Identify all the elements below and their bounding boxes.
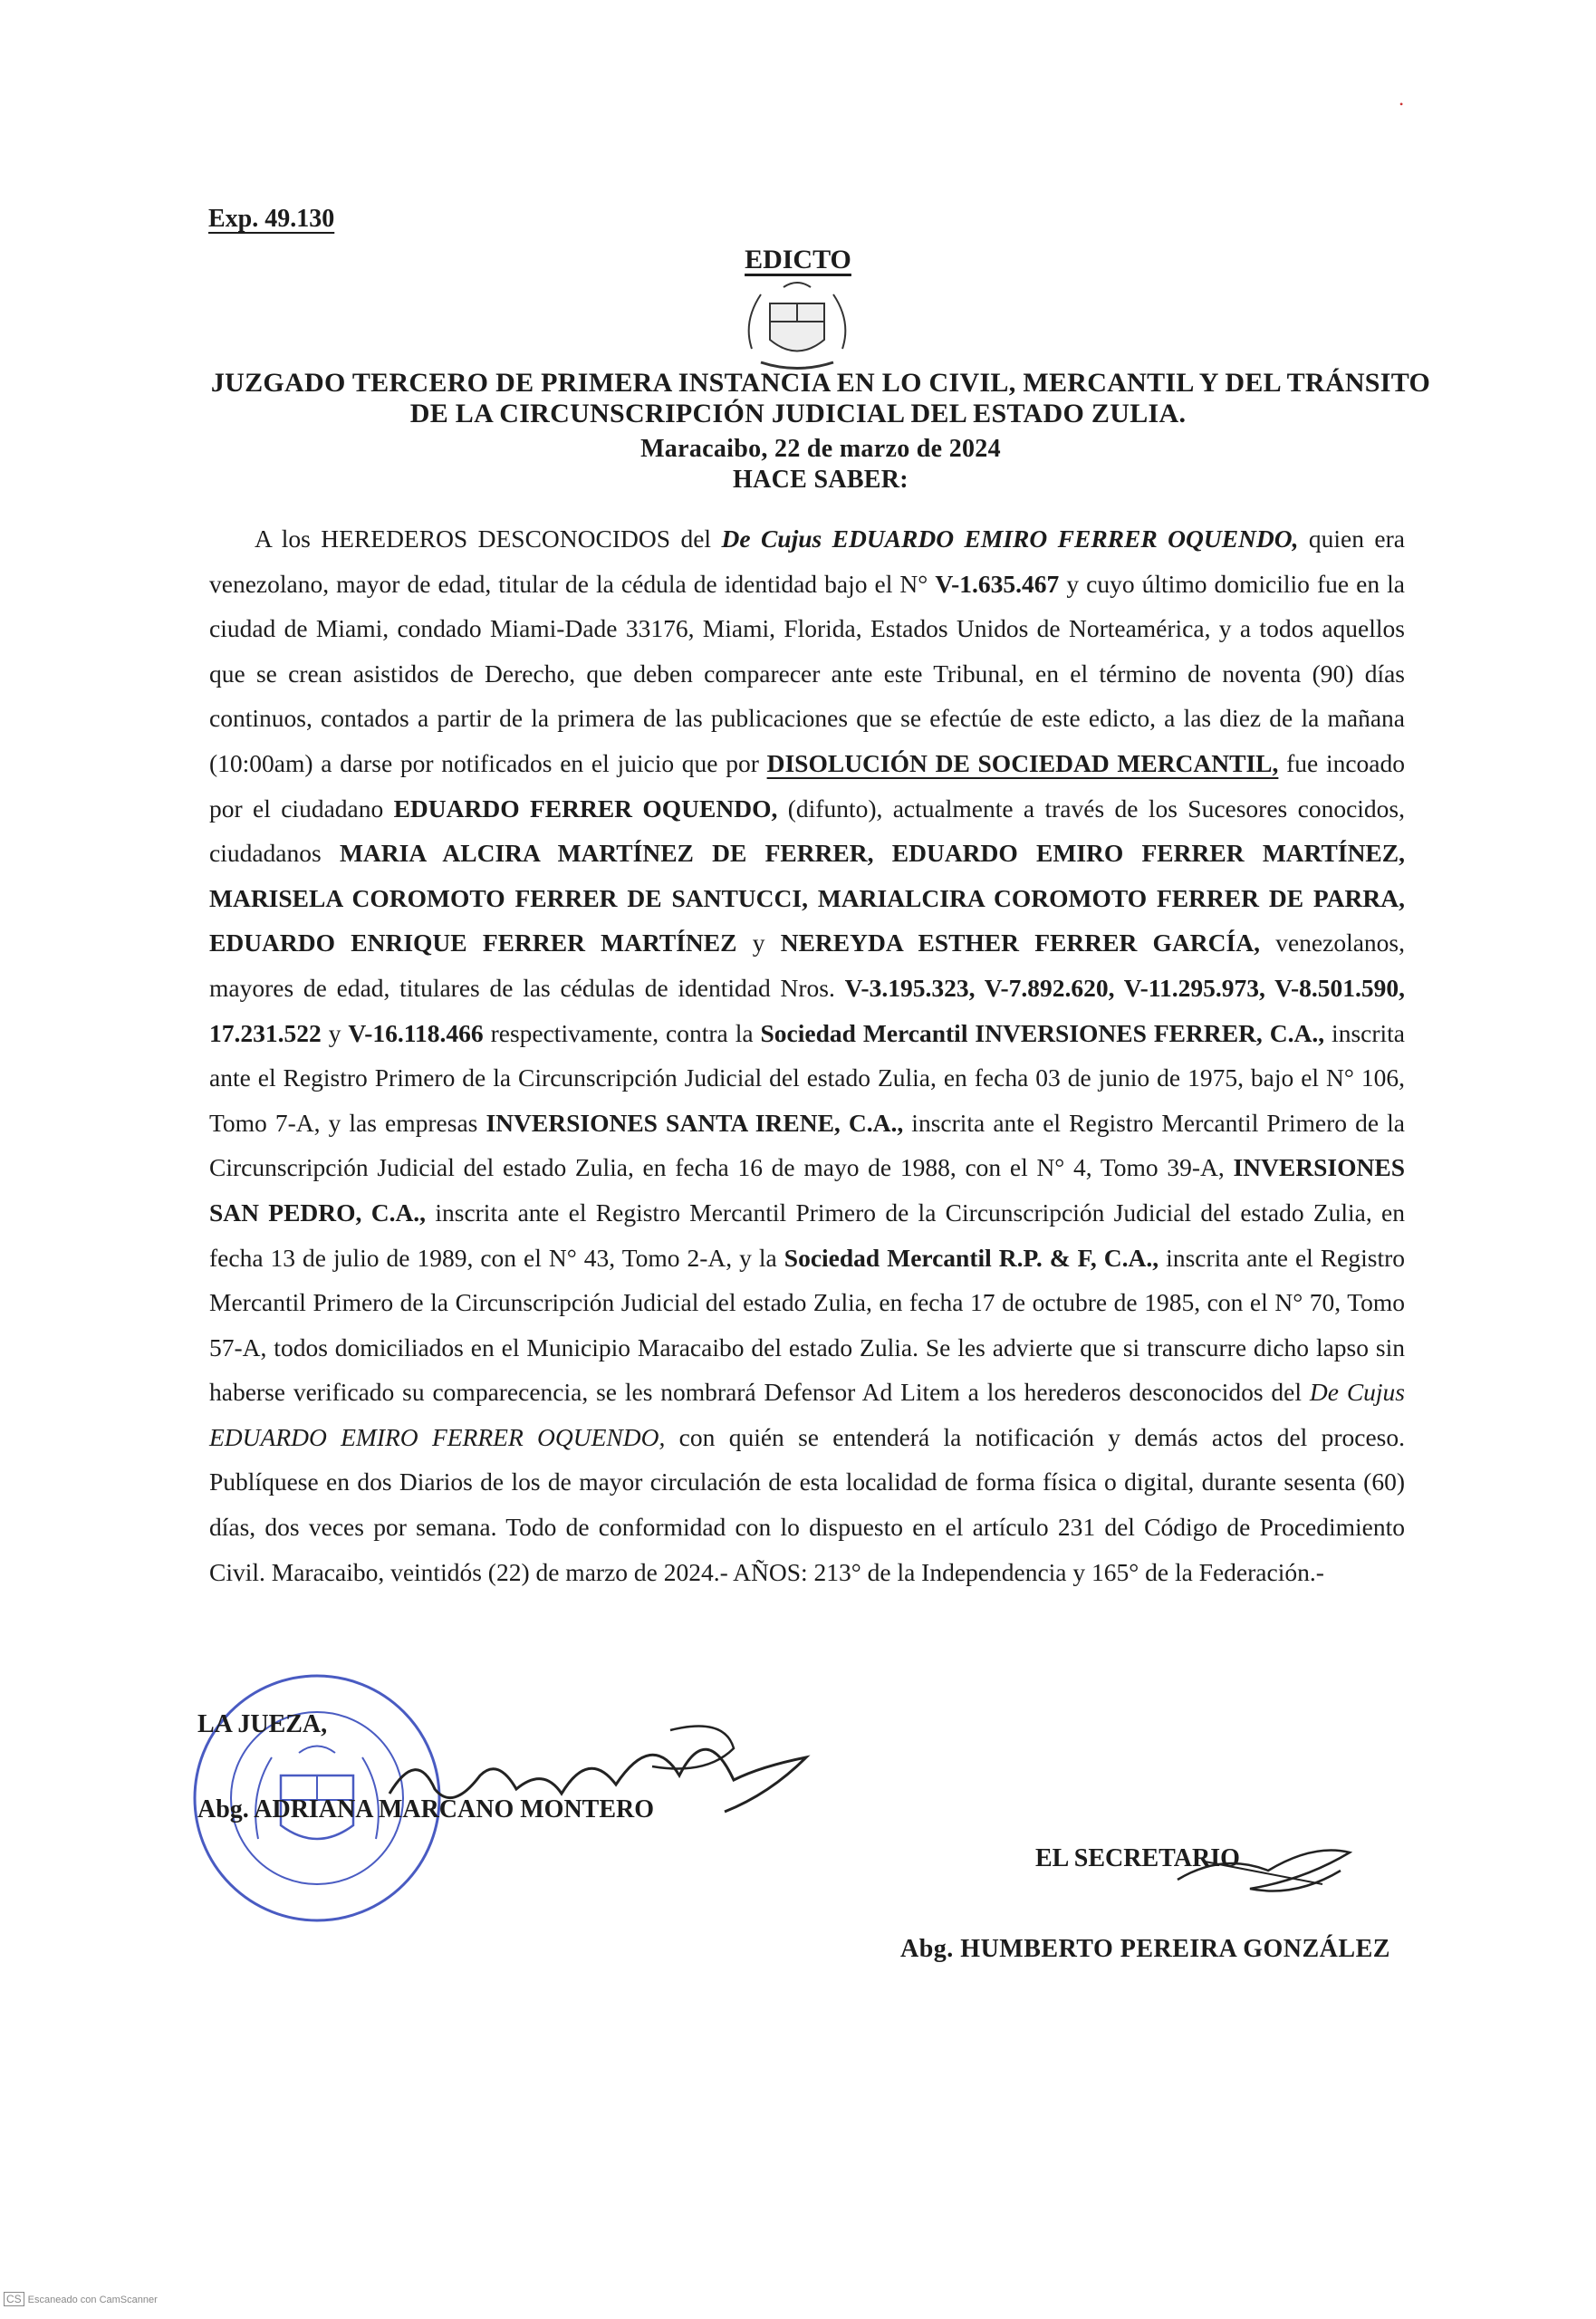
company-name: INVERSIONES SAN PEDRO, C.A., [209,1153,1405,1227]
body-text: venezolanos, mayores de edad, titulares de las cédulas de identidad Nros. [209,929,1406,1002]
camscanner-icon: CS [4,2292,24,2306]
body-text: con quién se entenderá la notificación y demás actos del proceso. Publíquese en dos Diarios de los de mayor circulación de esta localidad de forma física o digital, durante sesenta (60) días, dos veces por semana. Todo de conformidad con lo dispuesto en el artículo 231 del Código de Procedimiento Civil. Maracaibo, veintidós (22) de marzo de 2024.- AÑOS: 213° de la Independencia y 165° de la Federación.- [209,1422,1405,1586]
judge-name: Abg. ADRIANA MARCANO MONTERO [197,1795,655,1823]
scanner-text: Escaneado con CamScanner [27,2295,158,2305]
body-text: y [736,929,781,957]
body-text: inscrita ante el Registro Mercantil Primero de la Circunscripción Judicial del estado Zulia, en fecha 13 de julio de 1989, con el N° 43, Tomo 2-A, y la [209,1198,1406,1272]
body-text: inscrita ante el Registro Mercantil Primero de la Circunscripción Judicial del estado Zulia, en fecha 17 de octubre de 1985, con el N° 70, Tomo 57-A, todos domiciliados en el Municipio Maracaibo del estado Zulia. Se les advierte que si transcurre dicho lapso sin haberse verificado su comparecencia, se les nombrará Defensor Ad Litem a los herederos desconocidos del [209,1243,1406,1407]
coat-of-arms-icon [734,276,860,376]
body-text: y [321,1018,349,1047]
body-text: fue incoado por el ciudadano [209,748,1405,823]
company-name: Sociedad Mercantil INVERSIONES FERRER, C.A., [760,1018,1325,1047]
successors-names: MARIA ALCIRA MARTÍNEZ DE FERRER, EDUARDO EMIRO FERRER MARTÍNEZ, MARISELA COROMOTO FERRER DE SANTUCCI, MARIALCIRA COROMOTO FERRER DE PARRA, EDUARDO ENRIQUE FERRER MARTÍNEZ [209,839,1405,957]
document-title: EDICTO [745,245,851,274]
secretary-title: EL SECRETARIO [1035,1844,1240,1872]
company-name: Sociedad Mercantil R.P. & F, C.A., [784,1243,1159,1272]
expediente-number: Exp. 49.130 [208,205,335,233]
judge-title: LA JUEZA, [197,1710,328,1738]
plaintiff-name: EDUARDO FERRER OQUENDO, [393,794,778,823]
scan-mark: • [1399,98,1404,111]
hace-saber-heading: HACE SABER: [733,466,909,494]
cedula-number: V-1.635.467 [935,569,1060,598]
cedula-numbers: V-3.195.323, V-7.892.620, V-11.295.973, V-8.501.590, 17.231.522 [209,973,1405,1047]
body-text: inscrita ante el Registro Primero de la Circunscripción Judicial del estado Zulia, en fecha 03 de junio de 1975, bajo el N° 106, Tomo 7-A, y las empresas [209,1018,1406,1137]
deceased-name: De Cujus EDUARDO EMIRO FERRER OQUENDO, [209,1378,1406,1451]
edict-body [209,516,1405,1594]
cedula-number: V-16.118.466 [348,1018,484,1047]
court-name-line-1: JUZGADO TERCERO DE PRIMERA INSTANCIA EN LO CIVIL, MERCANTIL Y DEL TRÁNSITO [210,368,1431,398]
court-name-line-2: DE LA CIRCUNSCRIPCIÓN JUDICIAL DEL ESTADO ZULIA. [409,399,1187,428]
body-text: y cuyo último domicilio fue en la ciudad de Miami, condado Miami-Dade 33176, Miami, Florida, Estados Unidos de Norteamérica, y a todos aquellos que se crean asistidos de Derecho, que deben comparecer ante este Tribunal, en el término de noventa (90) días continuos, contados a partir de la primera de las publicaciones que se efectúe de este edicto, a las diez de la mañana (10:00am) a darse por notificados en el juicio que por [209,569,1405,777]
document-date: Maracaibo, 22 de marzo de 2024 [640,435,1001,463]
scanner-footer [4,2292,158,2306]
deceased-name: De Cujus EDUARDO EMIRO FERRER OQUENDO, [721,524,1299,553]
body-text: inscrita ante el Registro Mercantil Primero de la Circunscripción Judicial del estado Zulia, en fecha 16 de mayo de 1988, con el N° 4, Tomo 39-A, [209,1108,1405,1182]
case-type: DISOLUCIÓN DE SOCIEDAD MERCANTIL, [766,748,1279,777]
body-text: quien era venezolano, mayor de edad, titular de la cédula de identidad bajo el N° [209,524,1406,598]
body-text: A los HEREDEROS DESCONOCIDOS del [255,524,722,553]
body-text: (difunto), actualmente a través de los Sucesores conocidos, ciudadanos [209,794,1405,868]
company-name: INVERSIONES SANTA IRENE, C.A., [486,1108,904,1137]
body-text: respectivamente, contra la [483,1018,761,1047]
successor-name: NEREYDA ESTHER FERRER GARCÍA, [780,929,1260,957]
secretary-name: Abg. HUMBERTO PEREIRA GONZÁLEZ [900,1935,1390,1963]
